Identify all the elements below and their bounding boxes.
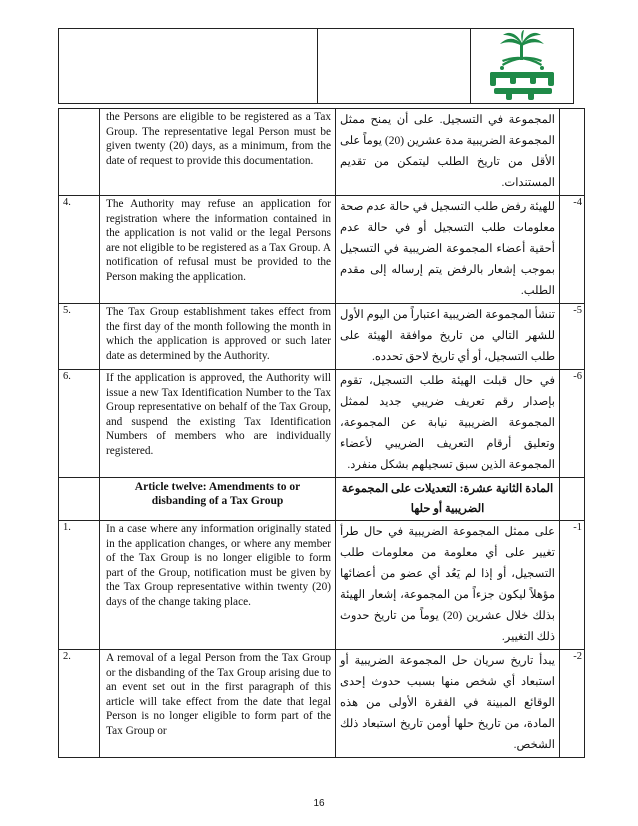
row-number-en: 5.: [59, 304, 100, 370]
article-title-ar: المادة الثانية عشرة: التعديلات على المجموعة الضريبية أو حلها: [336, 478, 560, 521]
row-number-ar: 6-: [560, 370, 585, 478]
row-number-en: 6.: [59, 370, 100, 478]
arabic-text: تنشأ المجموعة الضريبية اعتباراً من اليوم الأول للشهر التالي من تاريخ موافقة الهيئة على طلب التسجيل، أو أي تاريخ لاحق تحدده.: [336, 304, 560, 370]
logo-cell: [471, 29, 574, 104]
page-number: 16: [313, 798, 325, 809]
table-row: [59, 109, 585, 196]
row-number-en: 4.: [59, 196, 100, 304]
zakat-logo-icon: [480, 30, 564, 102]
header-table: [58, 28, 574, 104]
table-row: [59, 650, 585, 758]
row-number-en: 1.: [59, 521, 100, 650]
arabic-text: المجموعة في التسجيل. على أن يمنح ممثل المجموعة الضريبية مدة عشرين (20) يوماً على الأقل من تاريخ الطلب ليتمكن من تقديم المستندات.: [336, 109, 560, 196]
table-row: [59, 521, 585, 650]
english-text: the Persons are eligible to be registered as a Tax Group. The representative legal Person must be given twenty (20) days, as a minimum, from the date of request to provide this documentation.: [100, 109, 336, 196]
english-text: A removal of a legal Person from the Tax Group or the disbanding of the Tax Group arising due to an event set out in the first paragraph of this article will take effect from the date that legal Person is no longer eligible to form part of the Tax Group or: [100, 650, 336, 758]
row-number-ar: 1-: [560, 521, 585, 650]
article-heading-row: [59, 478, 585, 521]
article-title-en: Article twelve: Amendments to or disbanding of a Tax Group: [100, 478, 336, 521]
table-row: [59, 370, 585, 478]
row-number-en: [59, 109, 100, 196]
english-text: The Tax Group establishment takes effect from the first day of the month following the month in which the application is approved or such later date as determined by the Authority.: [100, 304, 336, 370]
row-number-ar: 4-: [560, 196, 585, 304]
row-number-ar: 2-: [560, 650, 585, 758]
table-row: [59, 196, 585, 304]
english-text: If the application is approved, the Authority will issue a new Tax Identification Number to the Tax Group representative on behalf of the Tax Group, and suspend the existing Tax Identification Numbers of members who are individually registered.: [100, 370, 336, 478]
arabic-text: على ممثل المجموعة الضريبية في حال طرأ تغيير على أي معلومة من معلومات طلب التسجيل، أو إذا لم يَعُد أي عضو من أعضائها مؤهلاً ليكون جزءاً من المجموعة، إشعار الهيئة بذلك خلال عشرين (20) يوماً من تاريخ حدوث ذلك التغيير.: [336, 521, 560, 650]
row-number-ar: [560, 109, 585, 196]
heading-blank-right: [560, 478, 585, 521]
arabic-text: للهيئة رفض طلب التسجيل في حالة عدم صحة معلومات طلب التسجيل أو في حالة عدم أحقية أعضاء المجموعة الضريبية في التسجيل بموجب إشعار بالرفض يتم إرساله إلى مقدم الطلب.: [336, 196, 560, 304]
header-blank-middle: [318, 29, 471, 104]
english-text: In a case where any information originally stated in the application changes, or where any member of the Tax Group is no longer eligible to form part of the Group, notification must be given by the Tax Group representative within twenty (20) days of the change taking place.: [100, 521, 336, 650]
english-text: The Authority may refuse an application for registration where the information contained in the application is not valid or the legal Persons are not eligible to be registered as a Tax Group. A notification of refusal must be provided to the Person making the application.: [100, 196, 336, 304]
row-number-ar: 5-: [560, 304, 585, 370]
arabic-text: في حال قبلت الهيئة طلب التسجيل، تقوم بإصدار رقم تعريف ضريبي جديد لممثل المجموعة الضريبية نيابة عن المجموعة، وتعليق أرقام التعريف الضريبي لأعضاء المجموعة الذين سبق تسجيلهم بشكل منفرد.: [336, 370, 560, 478]
header-blank-left: [59, 29, 318, 104]
heading-blank-left: [59, 478, 100, 521]
table-row: [59, 304, 585, 370]
row-number-en: 2.: [59, 650, 100, 758]
bilingual-table: [58, 108, 585, 758]
arabic-text: يبدأ تاريخ سريان حل المجموعة الضريبية أو استبعاد أي شخص منها بسبب حدوث إحدى الوقائع المبينة في الفقرة الأولى من هذه المادة، من تاريخ حلها أومن تاريخ استبعاد ذلك الشخص.: [336, 650, 560, 758]
